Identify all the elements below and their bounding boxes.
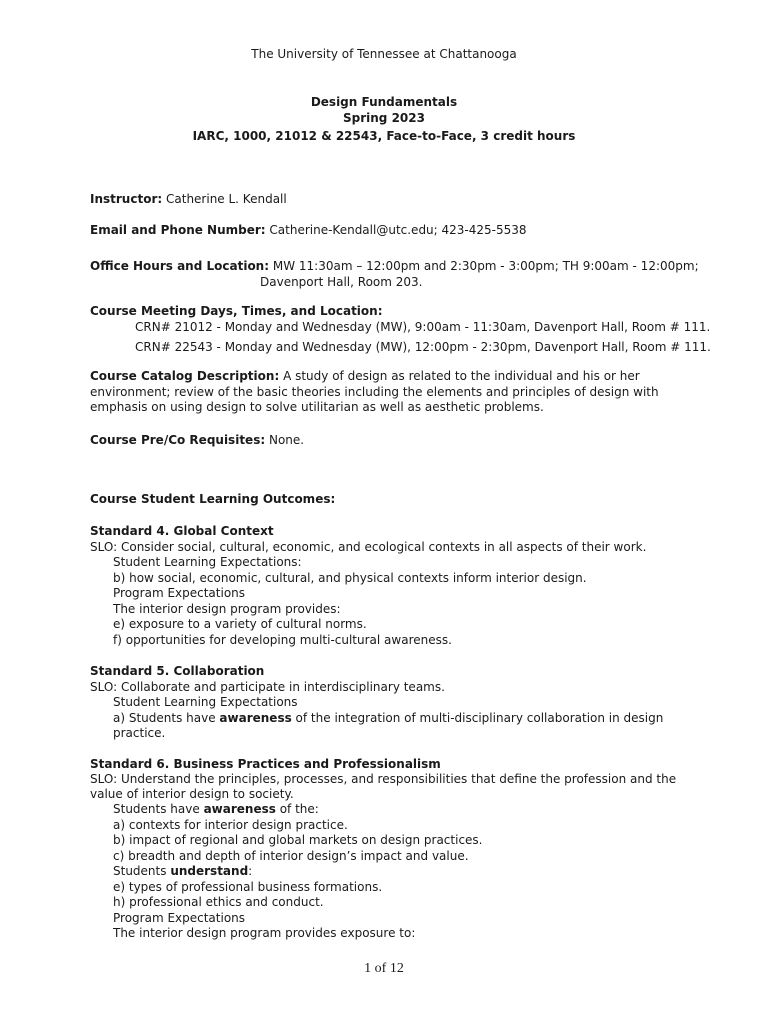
standard-6-aware-suffix: of the:: [275, 802, 319, 816]
standard-4-pe-intro: The interior design program provides:: [113, 602, 341, 616]
standard-6-title: Standard 6. Business Practices and Professionalism: [90, 757, 441, 771]
standard-6-understand-line: [113, 863, 252, 879]
catalog-text-2: environment; review of the basic theories including the elements and principles of design with: [90, 385, 659, 399]
standard-6-slo-1: SLO: Understand the principles, processes, and responsibilities that define the profession and the: [90, 772, 677, 786]
standard-5-a-suffix: of the integration of multi-disciplinary collaboration in design: [291, 711, 664, 725]
standard-6-aware-emphasis: awareness: [203, 802, 276, 816]
standard-6-pe-label: Program Expectations: [113, 911, 246, 925]
prereq-label: Course Pre/Co Requisites:: [90, 433, 266, 447]
outcomes-heading: Course Student Learning Outcomes:: [90, 492, 336, 506]
prereq-value: None.: [268, 433, 305, 447]
course-title: Design Fundamentals: [310, 95, 458, 109]
standard-6-understand-suffix: :: [248, 864, 253, 878]
standard-5-title: Standard 5. Collaboration: [90, 664, 265, 678]
standard-4-slo: SLO: Consider social, cultural, economic, and ecological contexts in all aspects of their work.: [90, 540, 647, 554]
instructor-label: Instructor:: [90, 192, 163, 206]
prereq-line: [90, 432, 304, 448]
standard-5-slo: SLO: Collaborate and participate in interdisciplinary teams.: [90, 680, 445, 694]
standard-5-sle-label: Student Learning Expectations: [113, 695, 298, 709]
contact-value: Catherine-Kendall@utc.edu; 423-425-5538: [269, 223, 527, 237]
standard-6-understand-prefix: Students: [113, 864, 171, 878]
standard-6-item-a: a) contexts for interior design practice.: [113, 818, 348, 832]
course-identifier: IARC, 1000, 21012 & 22543, Face-to-Face, 3 credit hours: [192, 129, 576, 143]
standard-6-item-h: h) professional ethics and conduct.: [113, 895, 324, 909]
page-number: 1 of 12: [364, 961, 404, 976]
standard-6-item-b: b) impact of regional and global markets on design practices.: [113, 833, 483, 847]
contact-line: [90, 222, 527, 238]
meeting-section-21012: CRN# 21012 - Monday and Wednesday (MW), 9:00am - 11:30am, Davenport Hall, Room # 111.: [135, 320, 711, 334]
office-hours-label: Office Hours and Location:: [90, 259, 270, 273]
standard-5-a-emphasis: awareness: [219, 711, 292, 725]
office-hours-value: MW 11:30am – 12:00pm and 2:30pm - 3:00pm; TH 9:00am - 12:00pm;: [272, 259, 699, 273]
office-location: Davenport Hall, Room 203.: [260, 275, 423, 289]
standard-4-pe-label: Program Expectations: [113, 586, 246, 600]
instructor-line: [90, 191, 287, 207]
catalog-label: Course Catalog Description:: [90, 369, 280, 383]
standard-5-item-a-continued: practice.: [113, 726, 166, 740]
standard-4-sle-label: Student Learning Expectations:: [113, 555, 302, 569]
standard-6-understand-emphasis: understand: [170, 864, 249, 878]
standard-5-a-prefix: a) Students have: [113, 711, 220, 725]
standard-6-item-c: c) breadth and depth of interior design’s impact and value.: [113, 849, 469, 863]
standard-5-item-a: [113, 710, 663, 726]
contact-label: Email and Phone Number:: [90, 223, 266, 237]
standard-6-item-e: e) types of professional business formations.: [113, 880, 383, 894]
catalog-text-3: emphasis on using design to solve utilitarian as well as aesthetic problems.: [90, 400, 544, 414]
university-name: The University of Tennessee at Chattanooga: [251, 47, 517, 61]
meeting-section-22543: CRN# 22543 - Monday and Wednesday (MW), 12:00pm - 2:30pm, Davenport Hall, Room # 111.: [135, 340, 711, 354]
meeting-label: Course Meeting Days, Times, and Location:: [90, 304, 383, 318]
standard-6-pe-intro: The interior design program provides exposure to:: [113, 926, 416, 940]
standard-6-aware-prefix: Students have: [113, 802, 204, 816]
office-hours-line: [90, 258, 699, 274]
standard-4-pe-f: f) opportunities for developing multi-cultural awareness.: [113, 633, 452, 647]
course-term: Spring 2023: [343, 111, 425, 125]
standard-4-pe-e: e) exposure to a variety of cultural norms.: [113, 617, 367, 631]
instructor-name: Catherine L. Kendall: [166, 192, 287, 206]
standard-6-awareness-line: [113, 801, 319, 817]
catalog-text-1: A study of design as related to the individual and his or her: [283, 369, 640, 383]
standard-4-title: Standard 4. Global Context: [90, 524, 274, 538]
standard-6-slo-2: value of interior design to society.: [90, 787, 294, 801]
standard-4-sle-b: b) how social, economic, cultural, and physical contexts inform interior design.: [113, 571, 587, 585]
catalog-line-1: [90, 368, 640, 384]
